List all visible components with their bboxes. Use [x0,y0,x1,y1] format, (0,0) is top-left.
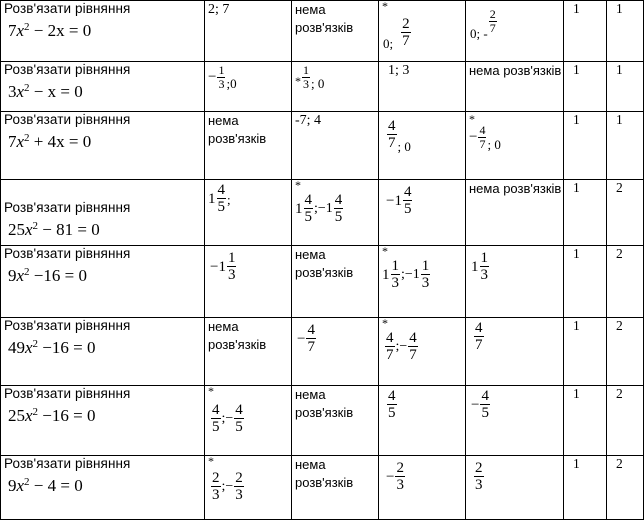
cell-text: − [208,69,217,85]
answer-cell [466,318,564,386]
answer-cell [292,180,379,246]
cell-text: 2 [24,132,30,144]
points-cell [564,180,607,246]
table-row [1,456,644,520]
math-expression [295,192,344,226]
equation [4,262,204,286]
task-cell [1,318,205,386]
cell-text: x [16,266,25,285]
math-expression [295,64,324,91]
fraction [480,250,490,284]
fraction [480,388,490,422]
cell-text: 5 [334,209,343,225]
table-row [1,318,644,386]
cell-text: −1 [386,192,402,209]
cell-text: нема розв'язків [295,247,354,280]
cell-text: 1 [616,1,623,16]
cell-text: 2 [24,82,30,94]
points-cell [564,1,607,62]
cell-text: нема розв'язків [208,113,267,146]
cell-text: 4 [403,184,412,200]
cell-text: 2 [616,386,623,401]
cell-text: 1 [573,246,580,261]
answer-cell [292,112,379,180]
equation [4,128,204,152]
points-cell [607,112,644,180]
fraction [227,250,237,284]
cell-text: ; 0 [487,137,501,152]
cell-text: − [386,468,395,485]
cell-text: 1 [471,258,479,275]
equation [4,78,204,102]
cell-text: 7 [402,32,410,49]
math-expression [382,116,411,153]
cell-text: 2 [24,266,30,278]
cell-text: 2 [212,470,220,486]
cell-text: 9 [8,266,17,285]
fraction [234,402,244,436]
cell-text: ;− [221,411,234,426]
cell-text: − x = 0 [33,82,83,101]
cell-text: − [297,330,306,347]
equation [4,216,204,240]
equation [4,402,204,426]
cell-text: * [469,112,475,126]
table-row [1,62,644,112]
task-cell [1,456,205,520]
cell-text: x [25,220,33,239]
cell-text: 5 [403,201,412,217]
cell-text: нема розв'язків [469,63,562,78]
answer-cell [466,180,564,246]
cell-text: 5 [388,405,396,421]
cell-text: 2 [616,246,623,261]
cell-text: 1 [573,180,580,195]
equation [4,17,204,41]
cell-text: * [208,385,214,398]
answer-cell [379,456,466,520]
equation [4,334,204,358]
math-expression [208,402,245,436]
math-expression [382,460,406,494]
answer-cell [205,246,292,318]
cell-text: 2 [616,318,623,333]
cell-text: Розв'язати рівняння [4,386,131,401]
cell-text: 7 [479,137,486,151]
cell-text: 3 [8,82,17,101]
cell-text: −1 [210,258,226,275]
answer-cell [205,62,292,112]
fraction [387,118,397,152]
cell-text: 4 [475,320,483,336]
cell-text: 2 [475,460,483,476]
cell-text: 1 [382,266,390,283]
math-expression [295,322,317,356]
cell-text: + 4x = 0 [33,132,92,151]
cell-text: 7 [8,132,17,151]
cell-text: −16 = 0 [42,338,96,357]
fraction [306,322,316,356]
cell-text: 1 [616,62,623,77]
cell-text: x [16,82,25,101]
cell-text: 1 [208,190,216,207]
answer-cell [379,62,466,112]
cell-text: 2 [32,338,39,350]
fraction [217,182,227,216]
cell-text: 5 [212,419,220,435]
cell-text: x [16,476,25,495]
points-cell [607,318,644,386]
answer-cell [379,180,466,246]
math-expression [469,388,491,422]
fraction [304,192,314,226]
cell-text: 1 [421,258,430,274]
cell-text: 2; 7 [208,2,230,17]
cell-text: 2 [616,180,623,195]
cell-text: 4 [212,402,220,418]
cell-text: 1 [303,63,309,77]
table-row [1,1,644,62]
table-row [1,180,644,246]
cell-text: x [16,21,25,40]
fraction [385,330,395,364]
answer-cell [466,112,564,180]
answer-cell [292,1,379,62]
answer-cell [379,386,466,456]
fraction [302,64,310,91]
fraction [474,460,484,494]
cell-text: нема розв'язків [469,181,562,196]
cell-text: 1 [573,318,580,333]
cell-text: Розв'язати рівняння [4,112,131,127]
fraction [478,124,486,151]
points-cell [607,456,644,520]
cell-text: − [469,129,478,145]
table-row [1,112,644,180]
cell-text: 4 [409,330,417,346]
points-cell [564,112,607,180]
cell-text: Розв'язати рівняння [4,318,131,333]
cell-text: 4 [388,117,396,134]
cell-text: 25 [8,220,25,239]
answer-cell [292,386,379,456]
cell-text: нема розв'язків [208,319,267,352]
answer-cell [292,318,379,386]
answer-cell [466,1,564,62]
cell-text: − 4 = 0 [33,476,83,495]
cell-text: 1 [573,1,580,16]
cell-text: 3 [212,487,220,503]
cell-text: 2 [235,470,243,486]
table-row [1,386,644,456]
cell-text: x [16,132,25,151]
fraction [403,184,413,218]
answer-cell [466,456,564,520]
math-expression [208,470,245,504]
cell-text: 3 [218,77,225,91]
task-cell [1,112,205,180]
points-cell [607,1,644,62]
fraction [211,470,221,504]
answer-cell [379,318,466,386]
cell-text: 3 [475,477,483,493]
cell-text: * [295,179,301,192]
cell-text: 3 [421,275,430,291]
cell-text: Розв'язати рівняння [4,246,131,261]
cell-text: ;0 [226,76,237,91]
cell-text: 2 [24,21,30,33]
answer-cell [205,386,292,456]
math-expression [208,182,231,216]
math-expression [382,330,419,364]
math-expression [382,388,398,422]
cell-text: 2 [402,15,410,32]
fraction [489,8,497,35]
cell-text: 3 [391,275,399,291]
task-cell [1,180,205,246]
cell-text: 7 [8,21,17,40]
answer-cell [205,318,292,386]
cell-text: нема розв'язків [295,457,354,490]
cell-text: 7 [307,339,315,355]
cell-text: 5 [304,209,312,225]
cell-text: 7 [386,347,394,363]
cell-text: 3 [227,267,236,283]
task-cell [1,386,205,456]
answer-cell [205,456,292,520]
cell-text: − 2x = 0 [33,21,92,40]
math-expression [469,320,485,354]
cell-text: 1 [391,258,399,274]
cell-text: 1 [218,63,225,77]
points-cell [607,180,644,246]
cell-text: 4 [386,330,394,346]
fraction [395,460,405,494]
cell-text: ;−1 [401,267,420,282]
answer-cell [292,246,379,318]
cell-text: − [471,396,480,413]
math-expression [208,250,237,284]
answer-cell [292,62,379,112]
fraction [421,258,431,292]
cell-text: 4 [334,192,343,208]
cell-text: * [382,0,388,13]
cell-text: 2 [24,476,30,488]
cell-text: -7; 4 [295,113,322,128]
fraction [401,16,411,50]
math-expression [382,184,413,218]
cell-text: 7 [388,134,396,151]
cell-text: 1 [573,456,580,471]
math-expression [469,124,501,151]
cell-text: 2 [32,220,39,232]
cell-text: 1 [295,200,303,217]
fraction [234,470,244,504]
task-label: Розв'язати рівняння [4,1,131,16]
cell-text: 5 [481,405,489,421]
answer-cell [205,180,292,246]
cell-text: 3 [303,77,309,91]
answer-cell [466,386,564,456]
cell-text: 3 [235,487,243,503]
points-cell [564,456,607,520]
cell-text: 4 [217,182,225,198]
fraction [391,258,401,292]
cell-text: 2 [32,406,39,418]
cell-text: 49 [8,338,25,357]
answer-cell [466,246,564,318]
cell-text: 2 [616,456,623,471]
cell-text: 2 [396,460,404,476]
math-expression [469,460,485,494]
answer-cell [379,112,466,180]
cell-text: 4 [304,192,312,208]
cell-text: 1; 3 [388,63,410,78]
equation [4,472,204,496]
fraction [211,402,221,436]
cell-text: 7 [475,337,483,353]
answer-cell [205,1,292,62]
task-cell [1,62,205,112]
cell-text: 1 [573,386,580,401]
cell-text: Розв'язати рівняння [4,200,131,215]
cell-text: 4 [235,402,243,418]
cell-text: 1 [573,112,580,127]
math-expression [469,250,490,284]
cell-text: x [25,338,33,357]
cell-text: x [25,406,33,425]
points-cell [564,62,607,112]
cell-text: 25 [8,406,25,425]
cell-text: 1 [616,112,623,127]
math-expression [382,258,431,292]
cell-text: * [382,245,388,258]
answer-cell [292,456,379,520]
cell-text: 7 [409,347,417,363]
cell-text: ; 0 [397,139,411,154]
fraction [474,320,484,354]
cell-text: 4 [479,123,486,137]
cell-text: ;− [221,479,234,494]
fraction [387,388,397,422]
points-cell [607,62,644,112]
cell-text: 3 [480,267,488,283]
cell-text: нема розв'язків [295,387,354,420]
fraction [408,330,418,364]
cell-text: 4 [307,322,315,338]
cell-text: 4 [388,388,396,404]
cell-text: −16 = 0 [33,266,87,285]
cell-text: 4 [481,388,489,404]
answer-cell [379,246,466,318]
cell-text: 9 [8,476,17,495]
answer-cell [205,112,292,180]
cell-text: 7 [489,21,496,35]
points-cell [564,386,607,456]
cell-text: 1 [573,62,580,77]
answer-cell [466,62,564,112]
cell-text: нема розв'язків [295,2,354,35]
cell-text: 0; [383,36,394,51]
points-cell [607,246,644,318]
cell-text: Розв'язати рівняння [4,456,131,471]
points-cell [607,386,644,456]
math-expression [470,3,498,40]
task-cell [1,1,205,62]
fraction [334,192,344,226]
math-expression [383,15,412,50]
cell-text: −16 = 0 [42,406,96,425]
cell-text: 5 [217,199,225,215]
points-cell [564,246,607,318]
cell-text: 5 [235,419,243,435]
cell-text: ;−1 [314,201,333,216]
cell-text: 3 [396,477,404,493]
cell-text: 2 [489,7,496,21]
task-cell [1,246,205,318]
cell-text: ; [227,191,231,207]
answer-cell [379,1,466,62]
cell-text: Розв'язати рівняння [4,62,131,77]
cell-text: * [208,455,214,468]
cell-text: ; 0 [311,76,325,91]
fraction [217,64,225,91]
table-row [1,246,644,318]
cell-text: − 81 = 0 [42,220,100,239]
math-expression [208,64,237,91]
cell-text: ;− [395,339,408,354]
cell-text: * [295,73,301,88]
points-cell [564,318,607,386]
cell-text: 0; - [470,26,488,41]
cell-text: * [382,317,388,330]
cell-text: 1 [480,250,488,266]
cell-text: 1 [227,250,236,266]
